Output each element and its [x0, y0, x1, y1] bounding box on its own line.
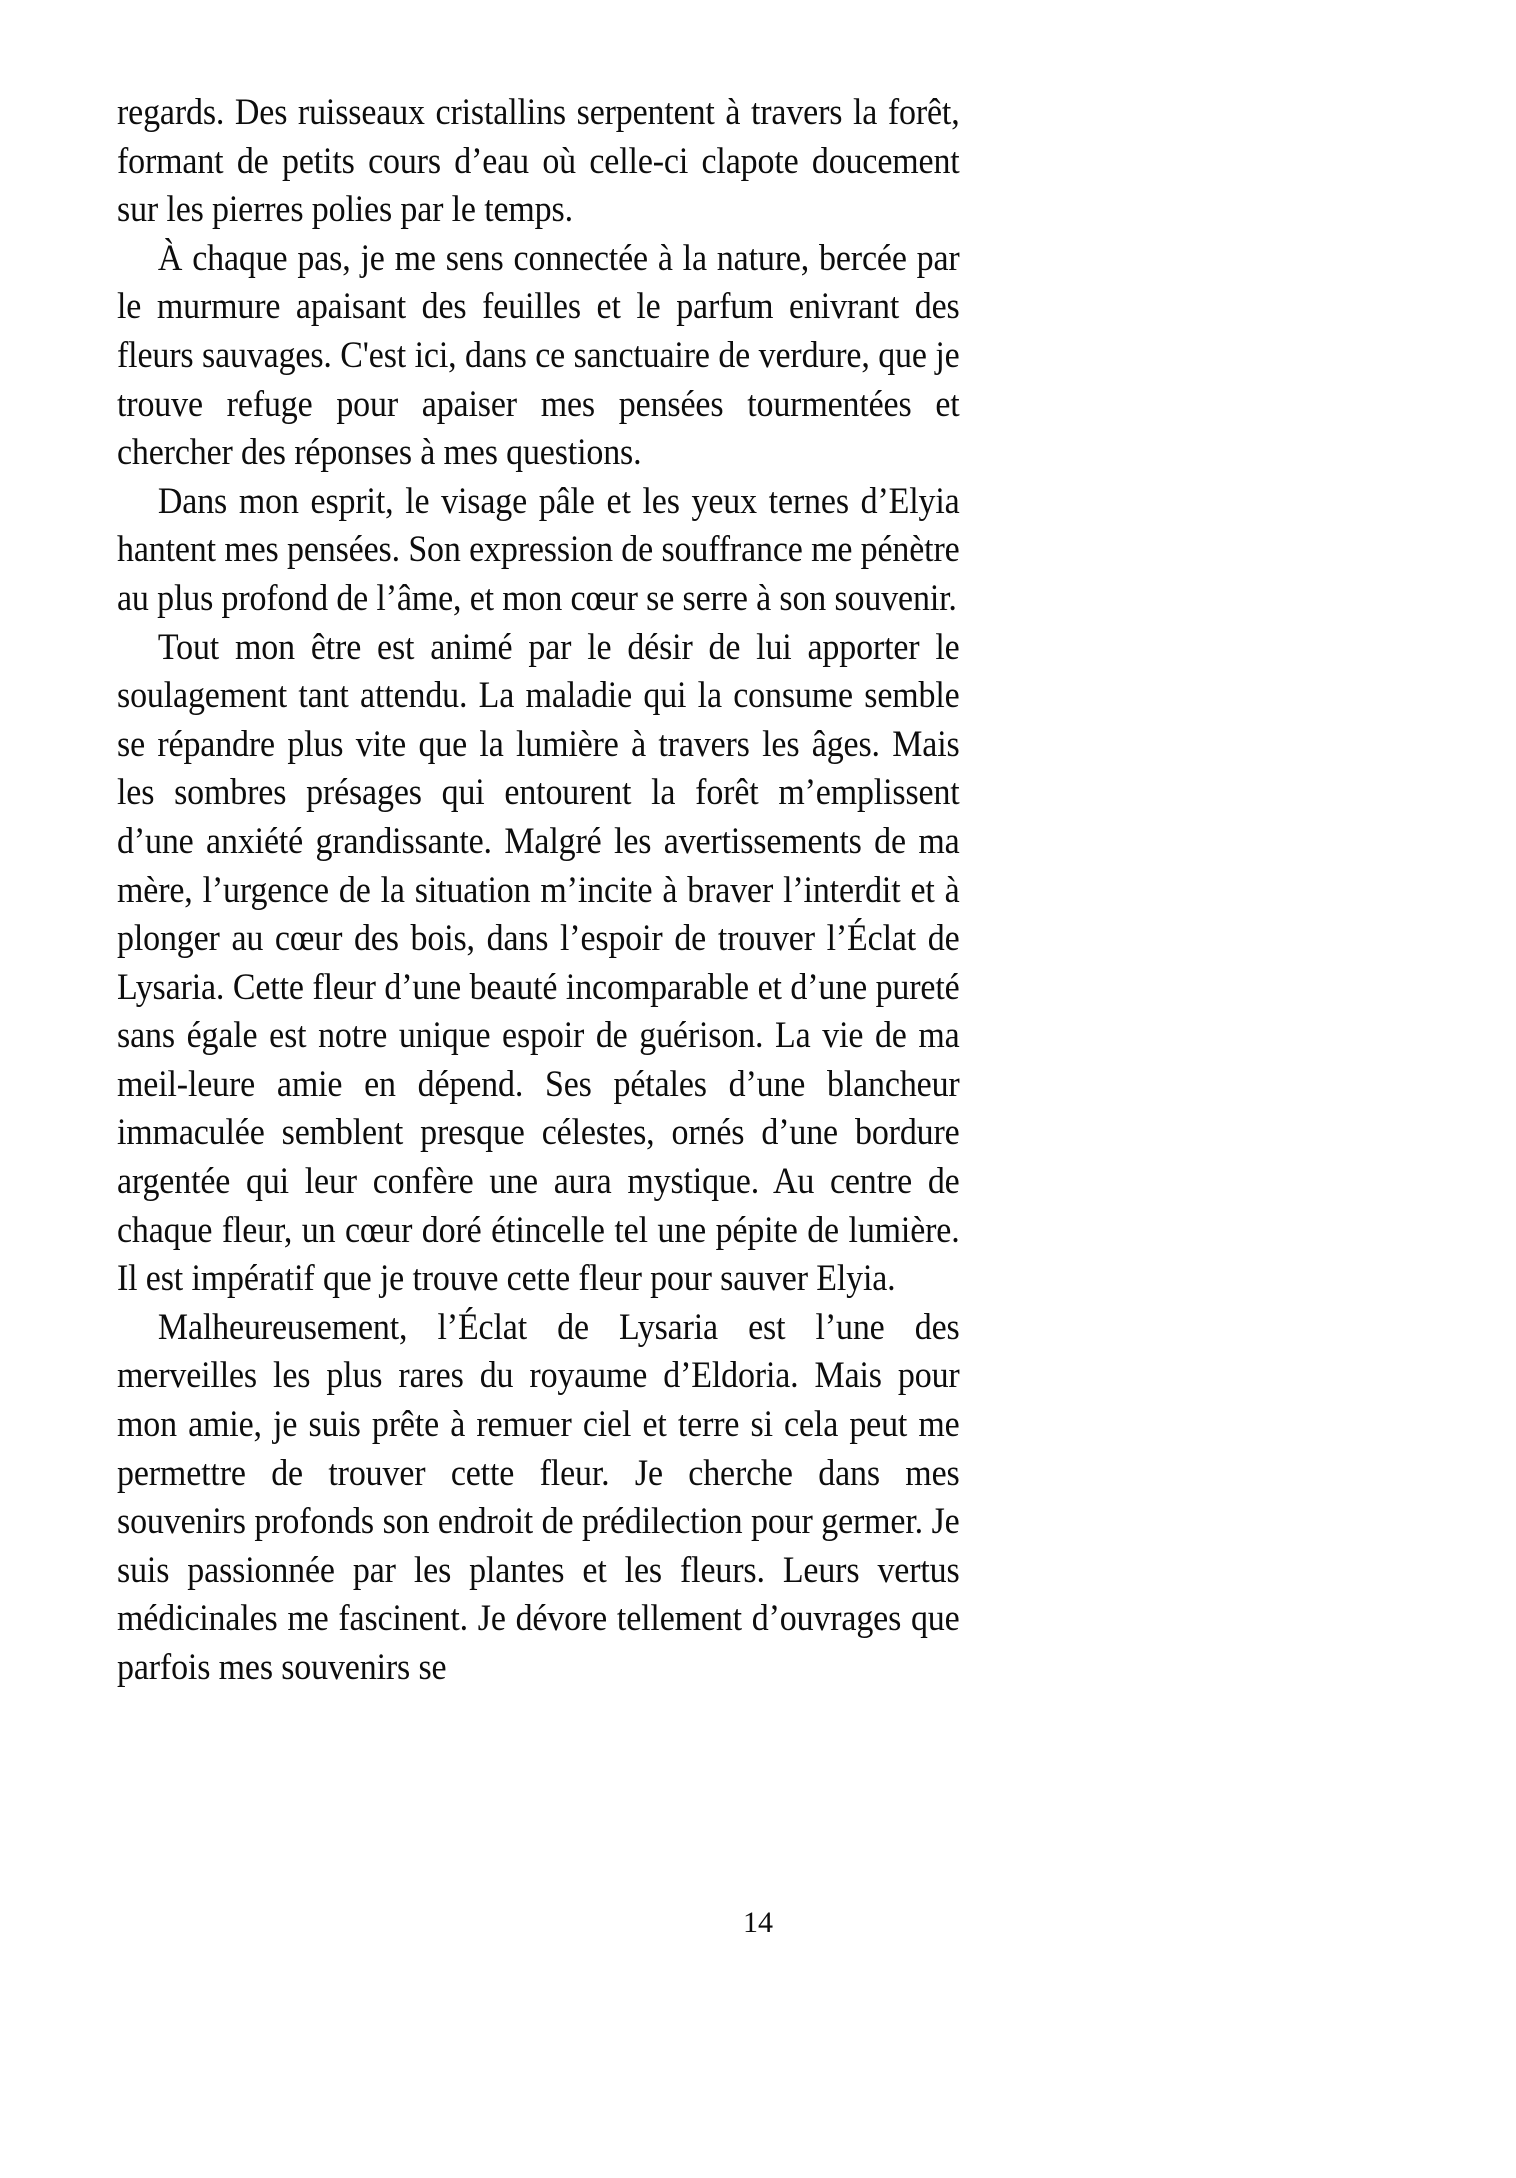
paragraph-1: regards. Des ruisseaux cristallins serpentent à travers la forêt, formant de petits cours d’eau où celle-ci clapote doucement sur les pierres polies par le temps. [117, 91, 960, 230]
page-number: 14 [743, 1906, 773, 1939]
paragraph-4: Tout mon être est animé par le désir de lui apporter le soulagement tant attendu. La maladie qui la consume semble se répandre plus vite que la lumière à travers les âges. Mais les sombres présages qui entourent la forêt m’emplissent d’une anxiété grandissante. Malgré les avertissements de ma mère, l’urgence de la situation m’incite à braver l’interdit et à plonger au cœur des bois, dans l’espoir de trouver l’Éclat de Lysaria. Cette fleur d’une beauté incomparable et d’une pureté sans égale est notre unique espoir de guérison. La vie de ma meil-leure amie en dépend. Ses pétales d’une blancheur immaculée semblent presque célestes, ornés d’une bordure argentée qui leur confère une aura mystique. Au centre de chaque fleur, un cœur doré étincelle tel une pépite de lumière. Il est impératif que je trouve cette fleur pour sauver Elyia. [117, 625, 960, 1299]
paragraph-3: Dans mon esprit, le visage pâle et les yeux ternes d’Elyia hantent mes pensées. Son expression de souffrance me pénètre au plus profond de l’âme, et mon cœur se serre à son souvenir. [117, 479, 960, 618]
paragraph-5: Malheureusement, l’Éclat de Lysaria est l’une des merveilles les plus rares du royaume d’Eldoria. Mais pour mon amie, je suis prête à remuer ciel et terre si cela peut me permettre de trouver cette fleur. Je cherche dans mes souvenirs profonds son endroit de prédilection pour germer. Je suis passionnée par les plantes et les fleurs. Leurs vertus médicinales me fascinent. Je dévore tellement d’ouvrages que parfois mes souvenirs se [117, 1305, 960, 1687]
body-text-block [117, 88, 960, 1692]
paragraph-2: À chaque pas, je me sens connectée à la nature, bercée par le murmure apaisant des feuilles et le parfum enivrant des fleurs sauvages. C'est ici, dans ce sanctuaire de verdure, que je trouve refuge pour apaiser mes pensées tourmentées et chercher des réponses à mes questions. [117, 236, 960, 473]
